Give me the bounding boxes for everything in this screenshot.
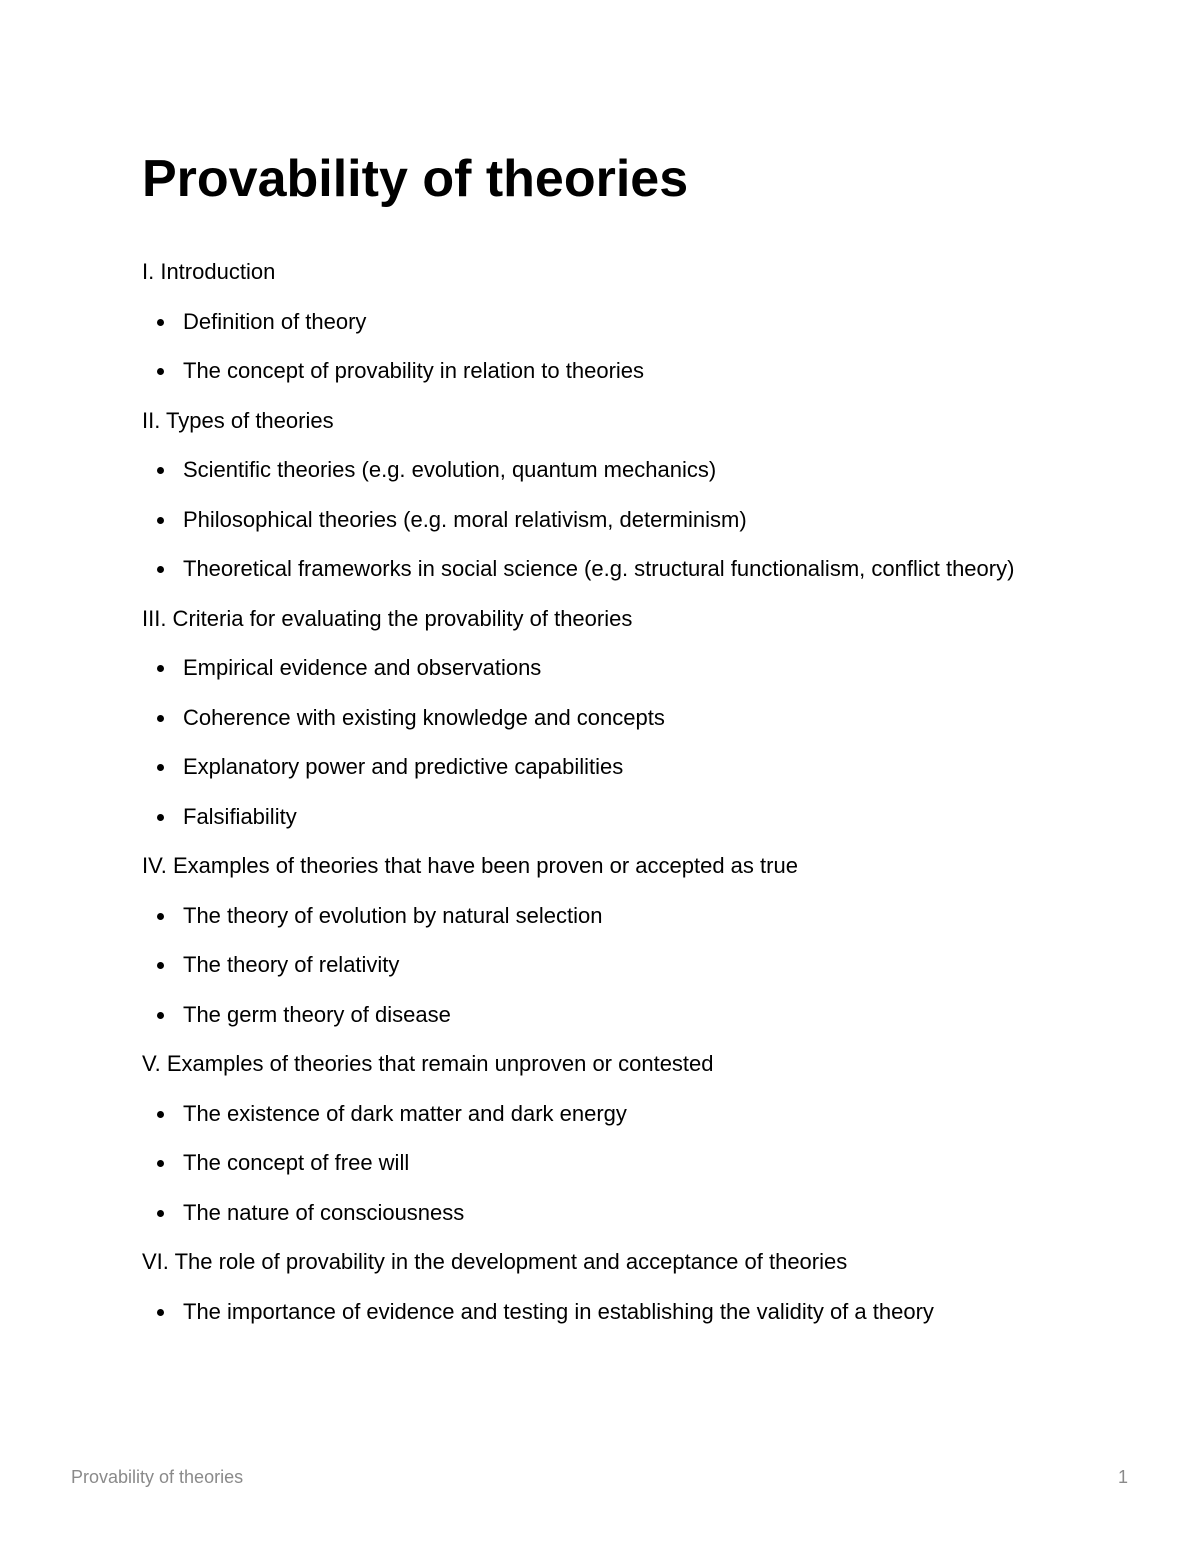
list-item	[142, 1196, 1022, 1246]
section-criteria	[142, 602, 1022, 850]
list-item	[142, 1097, 1022, 1147]
section-introduction	[142, 255, 1022, 404]
list-item-text: The nature of consciousness	[183, 1199, 465, 1225]
list-item-text: Philosophical theories (e.g. moral relativism, determinism)	[183, 506, 747, 532]
list-item	[142, 948, 1022, 998]
bullet-icon	[157, 1309, 164, 1316]
list-item-text: Empirical evidence and observations	[183, 655, 542, 680]
outline	[142, 255, 1022, 1344]
bullet-icon	[157, 913, 164, 920]
list-item-text: Definition of theory	[183, 308, 367, 334]
list-item	[142, 453, 1022, 503]
list-item	[142, 899, 1022, 949]
bullet-icon	[157, 1160, 164, 1167]
list-item	[142, 552, 1022, 602]
bullet-icon	[157, 368, 164, 375]
list-item	[142, 651, 1022, 701]
bullet-icon	[157, 1012, 164, 1019]
bullet-icon	[157, 962, 164, 969]
page-number: 1	[1117, 1467, 1128, 1487]
bullet-icon	[157, 764, 164, 771]
section-heading: I. Introduction	[142, 259, 276, 284]
list-item-text: The concept of provability in relation to theories	[183, 358, 645, 383]
bullet-list	[142, 305, 1022, 404]
bullet-icon	[157, 1111, 164, 1118]
section-heading: II. Types of theories	[142, 407, 334, 433]
list-item-text: Scientific theories (e.g. evolution, quantum mechanics)	[183, 457, 717, 482]
section-unproven-examples	[142, 1047, 1022, 1245]
page-title: Provability of theories	[142, 150, 689, 208]
list-item-text: The germ theory of disease	[183, 1001, 451, 1027]
list-item-text: Coherence with existing knowledge and concepts	[183, 704, 665, 730]
section-types-of-theories	[142, 404, 1022, 602]
section-heading: III. Criteria for evaluating the provability of theories	[142, 605, 633, 631]
bullet-list	[142, 1295, 1022, 1345]
bullet-icon	[157, 1210, 164, 1217]
list-item	[142, 305, 1022, 355]
list-item	[142, 1295, 1022, 1345]
footer-title: Provability of theories	[71, 1467, 244, 1487]
list-item	[142, 1146, 1022, 1196]
bullet-icon	[157, 715, 164, 722]
list-item-text: Theoretical frameworks in social science (e.g. structural functionalism, conflict theory)	[183, 556, 1015, 581]
list-item	[142, 701, 1022, 751]
list-item	[142, 750, 1022, 800]
bullet-icon	[157, 517, 164, 524]
list-item	[142, 354, 1022, 404]
section-heading: IV. Examples of theories that have been proven or accepted as true	[142, 853, 798, 878]
bullet-icon	[157, 566, 164, 573]
list-item	[142, 800, 1022, 850]
bullet-icon	[157, 665, 164, 672]
list-item-text: Explanatory power and predictive capabilities	[183, 754, 624, 779]
list-item-text: The importance of evidence and testing in establishing the validity of a theory	[183, 1298, 934, 1324]
section-heading: VI. The role of provability in the development and acceptance of theories	[142, 1249, 848, 1274]
list-item-text: The theory of relativity	[183, 952, 400, 977]
list-item-text: Falsifiability	[183, 803, 297, 829]
list-item-text: The theory of evolution by natural selection	[183, 902, 603, 928]
section-heading: V. Examples of theories that remain unproven or contested	[142, 1051, 714, 1076]
bullet-list	[142, 899, 1022, 1048]
bullet-icon	[157, 814, 164, 821]
bullet-list	[142, 651, 1022, 849]
list-item-text: The existence of dark matter and dark energy	[183, 1100, 627, 1126]
section-proven-examples	[142, 849, 1022, 1047]
bullet-list	[142, 1097, 1022, 1246]
bullet-icon	[157, 467, 164, 474]
list-item-text: The concept of free will	[183, 1150, 410, 1175]
list-item	[142, 998, 1022, 1048]
bullet-list	[142, 453, 1022, 602]
section-role-of-provability	[142, 1245, 1022, 1344]
bullet-icon	[157, 319, 164, 326]
list-item	[142, 503, 1022, 553]
